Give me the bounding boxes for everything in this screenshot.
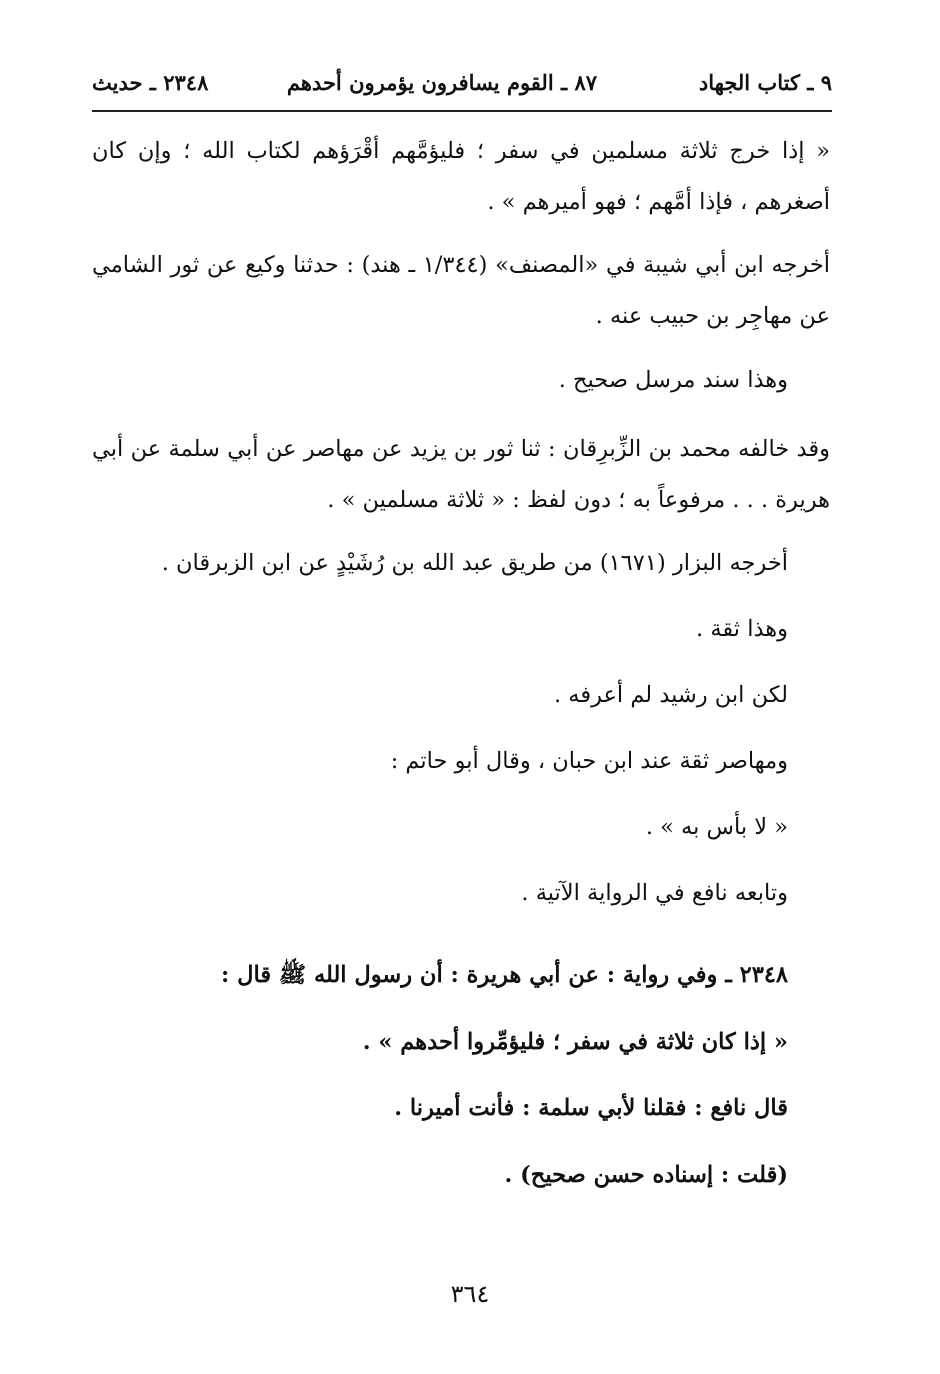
corroboration-paragraph: وتابعه نافع في الرواية الآتية . (521, 880, 788, 906)
takhrij-paragraph: أخرجه ابن أبي شيبة في «المصنف» (١/٣٤٤ ـ هند) : حدثنا وكيع عن ثور الشامي عن مهاجِر بن حبيب عنه . (92, 252, 831, 329)
abu-hatim-quote: « لا بأس به » . (645, 814, 788, 840)
narrator-grade-paragraph: وهذا ثقة . (696, 616, 788, 642)
header-hadith-number: ٢٣٤٨ ـ حديث (92, 70, 209, 95)
hadith-2348-text: « إذا كان ثلاثة في سفر ؛ فليؤمِّروا أحدهم » . (362, 1029, 788, 1055)
running-header (92, 66, 832, 106)
unknown-narrator-paragraph: لكن ابن رشيد لم أعرفه . (553, 682, 788, 708)
page-number: ٣٦٤ (450, 1280, 490, 1308)
hadith-2348-heading: ٢٣٤٨ ـ وفي رواية : عن أبي هريرة : أن رسول الله ﷺ قال : (221, 962, 788, 988)
hadith-2348-nafi-statement: قال نافع : فقلنا لأبي سلمة : فأنت أميرنا . (394, 1095, 788, 1121)
muhasir-grade-paragraph: ومهاصر ثقة عند ابن حبان ، وقال أبو حاتم : (390, 748, 788, 774)
header-book-title: ٩ ـ كتاب الجهاد (698, 70, 832, 95)
header-chapter-title: ٨٧ ـ القوم يسافرون يؤمرون أحدهم (286, 70, 597, 95)
header-divider (92, 110, 832, 112)
hadith-2348-grading: (قلت : إسناده حسن صحيح) . (504, 1162, 788, 1188)
hadith-text-quote: « إذا خرج ثلاثة مسلمين في سفر ؛ فليؤمَّهم أقْرَؤهم لكتاب الله ؛ وإن كان أصغرهم ، فإذا أمَّهم ؛ فهو أميرهم » . (92, 138, 830, 215)
variant-chain-paragraph: وقد خالفه محمد بن الزِّبرِقان : ثنا ثور بن يزيد عن مهاصر عن أبي سلمة عن أبي هريرة . . . مرفوعاً به ؛ دون لفظ : « ثلاثة مسلمين » . (92, 436, 830, 513)
isnad-ruling-paragraph: وهذا سند مرسل صحيح . (558, 367, 788, 393)
bazzar-takhrij-paragraph: أخرجه البزار (١٦٧١) من طريق عبد الله بن رُشَيْدٍ عن ابن الزبرقان . (161, 550, 788, 576)
